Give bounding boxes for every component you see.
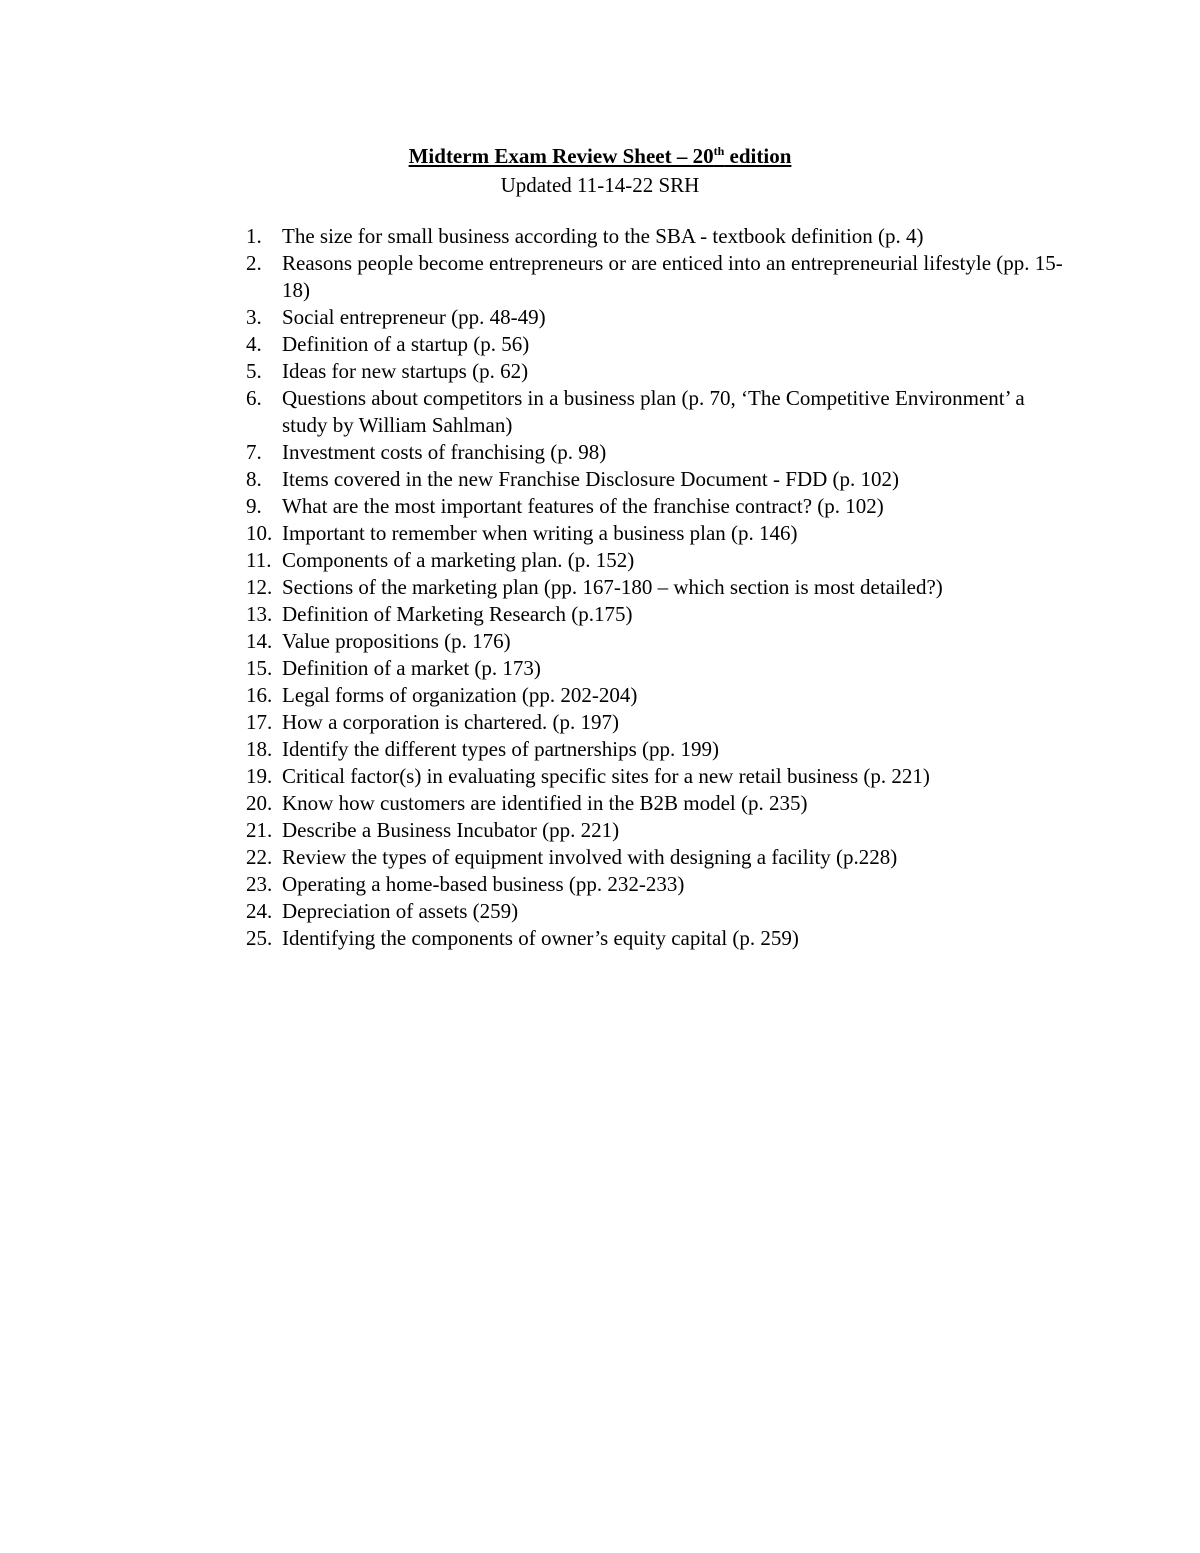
list-item-number: 24. (246, 899, 273, 923)
list-item-text: Social entrepreneur (pp. 48-49) (282, 305, 546, 329)
list-item-text: Components of a marketing plan. (p. 152) (282, 548, 635, 572)
list-item (246, 304, 1066, 331)
list-item-number: 21. (246, 818, 273, 842)
list-item (246, 493, 1066, 520)
list-item-text: How a corporation is chartered. (p. 197) (282, 710, 620, 734)
list-item-number: 15. (246, 656, 273, 680)
list-item (246, 574, 1066, 601)
list-item-text: Depreciation of assets (259) (282, 899, 519, 923)
list-item (246, 736, 1066, 763)
list-item-number: 7. (246, 440, 262, 464)
list-item (246, 709, 1066, 736)
document-title (0, 142, 1200, 170)
list-item (246, 655, 1066, 682)
list-item-text: Identify the different types of partnerships (pp. 199) (282, 737, 719, 761)
list-item-number: 5. (246, 359, 262, 383)
list-item (246, 439, 1066, 466)
list-item-text: Value propositions (p. 176) (282, 629, 511, 653)
list-item (246, 601, 1066, 628)
list-item (246, 331, 1066, 358)
list-item-number: 10. (246, 521, 273, 545)
list-item-number: 6. (246, 386, 262, 410)
list-item (246, 358, 1066, 385)
list-item-number: 23. (246, 872, 273, 896)
list-item (246, 520, 1066, 547)
list-item (246, 547, 1066, 574)
title-suffix: edition (724, 144, 792, 168)
list-item-text: Definition of a market (p. 173) (282, 656, 541, 680)
list-item-number: 14. (246, 629, 273, 653)
list-item-number: 9. (246, 494, 262, 518)
list-item-text: What are the most important features of the franchise contract? (p. 102) (282, 494, 884, 518)
list-item-number: 22. (246, 845, 273, 869)
title-main: Midterm Exam Review Sheet – 20 (408, 144, 714, 168)
list-item-text: Describe a Business Incubator (pp. 221) (282, 818, 620, 842)
list-item-text: Reasons people become entrepreneurs or are enticed into an entrepreneurial lifestyle (pp. 15-18) (282, 251, 1063, 302)
list-item-number: 19. (246, 764, 273, 788)
list-item (246, 844, 1066, 871)
title-superscript: th (713, 144, 725, 158)
list-item (246, 223, 1066, 250)
list-item-text: Sections of the marketing plan (pp. 167-180 – which section is most detailed?) (282, 575, 943, 599)
list-item-text: Questions about competitors in a business plan (p. 70, ‘The Competitive Environment’ a study by William Sahlman) (282, 386, 1025, 437)
list-item-number: 16. (246, 683, 273, 707)
list-item (246, 628, 1066, 655)
list-item (246, 790, 1066, 817)
list-item (246, 871, 1066, 898)
list-item-number: 4. (246, 332, 262, 356)
list-item (246, 466, 1066, 493)
list-item-text: Critical factor(s) in evaluating specific sites for a new retail business (p. 221) (282, 764, 930, 788)
list-item (246, 385, 1066, 439)
document-subtitle: Updated 11-14-22 SRH (500, 173, 700, 197)
list-item (246, 898, 1066, 925)
list-item-number: 17. (246, 710, 273, 734)
list-item-number: 2. (246, 251, 262, 275)
list-item (246, 763, 1066, 790)
list-item-text: Items covered in the new Franchise Disclosure Document - FDD (p. 102) (282, 467, 900, 491)
list-item-number: 3. (246, 305, 262, 329)
list-item-text: Investment costs of franchising (p. 98) (282, 440, 607, 464)
list-item-number: 1. (246, 224, 262, 248)
list-item (246, 925, 1066, 952)
list-item-text: The size for small business according to the SBA - textbook definition (p. 4) (282, 224, 924, 248)
list-item-number: 25. (246, 926, 273, 950)
review-list (246, 223, 1066, 952)
list-item-text: Definition of Marketing Research (p.175) (282, 602, 633, 626)
list-item (246, 817, 1066, 844)
list-item-text: Identifying the components of owner’s equity capital (p. 259) (282, 926, 799, 950)
list-item (246, 250, 1066, 304)
list-item-number: 18. (246, 737, 273, 761)
list-item (246, 682, 1066, 709)
list-item-text: Review the types of equipment involved with designing a facility (p.228) (282, 845, 898, 869)
list-item-text: Ideas for new startups (p. 62) (282, 359, 529, 383)
list-item-number: 13. (246, 602, 273, 626)
list-item-text: Know how customers are identified in the B2B model (p. 235) (282, 791, 808, 815)
list-item-number: 12. (246, 575, 273, 599)
list-item-text: Operating a home-based business (pp. 232-233) (282, 872, 685, 896)
list-item-number: 11. (246, 548, 272, 572)
list-item-number: 8. (246, 467, 262, 491)
list-item-number: 20. (246, 791, 273, 815)
list-item-text: Important to remember when writing a business plan (p. 146) (282, 521, 798, 545)
list-item-text: Definition of a startup (p. 56) (282, 332, 530, 356)
list-item-text: Legal forms of organization (pp. 202-204) (282, 683, 638, 707)
